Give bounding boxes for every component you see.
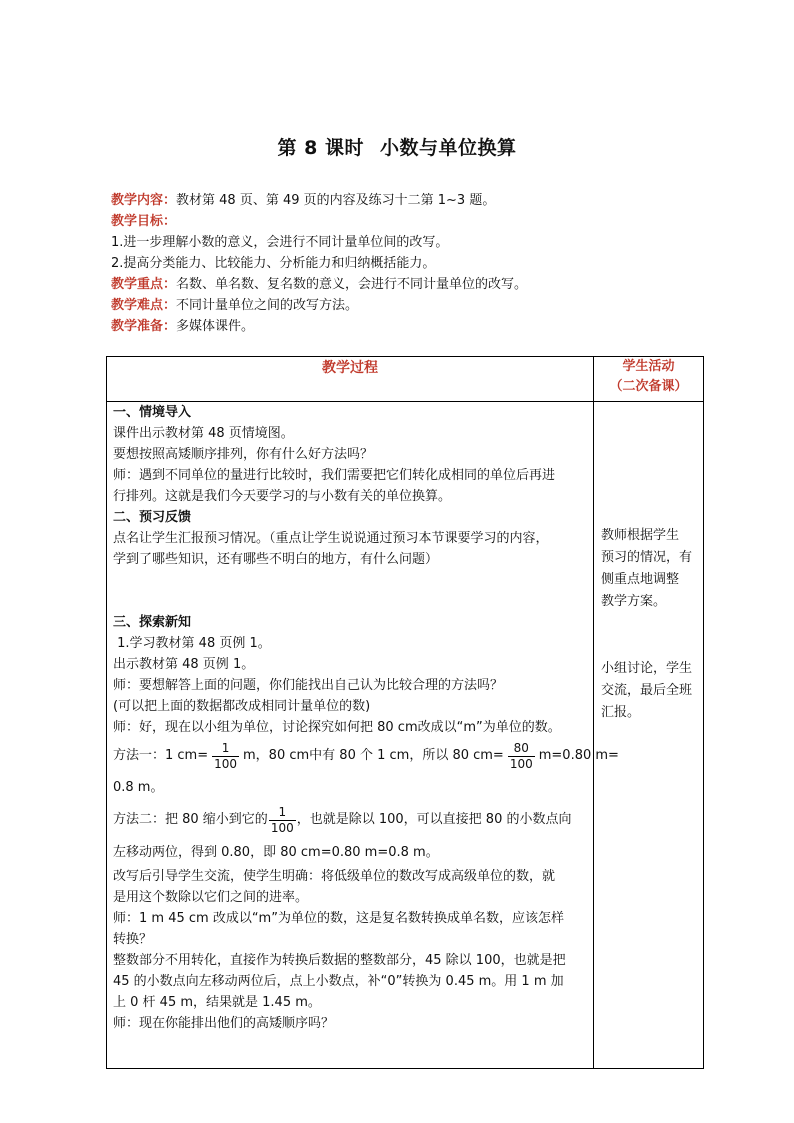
- method-one-middle: m，80 cm中有 80 个 1 cm，所以 80 cm=: [243, 748, 504, 763]
- text-line: 师：要想解答上面的问题，你们能找出自己认为比较合理的方法吗？: [113, 678, 504, 693]
- text-line: 1.学习教材第 48 页例 1。: [113, 636, 271, 651]
- activity-cell: [594, 402, 704, 1069]
- text-line: 要想按照高矮顺序排列，你有什么好方法吗？: [113, 447, 374, 462]
- text-line: 出示教材第 48 页例 1。: [113, 657, 255, 672]
- method-two-prefix: 方法二：把 80 缩小到它的: [113, 812, 268, 827]
- text-line: 0.8 m。: [113, 780, 164, 795]
- activity-header-line: （二次备课）: [609, 379, 688, 394]
- section-title: 一、情境导入: [113, 405, 192, 420]
- method-one: [107, 738, 619, 774]
- text-line: 转换？: [113, 932, 153, 947]
- activity-header: [594, 357, 704, 402]
- content-text: 教材第 48 页、第 49 页的内容及练习十二第 1~3 题。: [176, 193, 496, 208]
- content-label: 教学内容：: [111, 193, 177, 208]
- note-line: 教学方案。: [601, 594, 667, 609]
- activity-note: [594, 525, 703, 613]
- goal-item: 1.进一步理解小数的意义，会进行不同计量单位间的改写。: [111, 235, 449, 250]
- fraction-numerator: 1: [221, 740, 230, 755]
- note-line: 汇报。: [601, 705, 641, 720]
- note-line: 教师根据学生: [601, 528, 680, 543]
- lesson-table: [106, 356, 704, 1069]
- focus-label: 教学重点：: [111, 277, 177, 292]
- difficulty-text: 不同计量单位之间的改写方法。: [176, 298, 359, 313]
- lesson-meta: [111, 190, 711, 337]
- page-title: [0, 133, 794, 160]
- process-header: 教学过程: [107, 357, 594, 402]
- lesson-topic: 小数与单位换算: [379, 137, 517, 159]
- activity-header-line: 学生活动: [622, 359, 675, 374]
- text-line: 师：好，现在以小组为单位，讨论探究如何把 80 cm改成以“m”为单位的数。: [113, 720, 561, 735]
- method-two-suffix: ，也就是除以 100，可以直接把 80 的小数点向: [296, 812, 572, 827]
- note-line: 小组讨论，学生: [601, 661, 693, 676]
- fraction: [508, 741, 535, 772]
- note-line: 预习的情况，有: [601, 550, 693, 565]
- focus-row: [111, 274, 711, 295]
- difficulty-row: [111, 295, 711, 316]
- text-line: 师：现在你能排出他们的高矮顺序吗？: [113, 1016, 335, 1031]
- text-line: 师：1 m 45 cm 改成以“m”为单位的数，这是复名数转换成单名数，应该怎样: [113, 911, 564, 926]
- focus-text: 名数、单名数、复名数的意义，会进行不同计量单位的改写。: [176, 277, 528, 292]
- process-cell: [107, 402, 619, 1069]
- text-line: 改写后引导学生交流，使学生明确：将低级单位的数改写成高级单位的数，就: [113, 869, 556, 884]
- section-title: 二、预习反馈: [113, 510, 192, 525]
- text-line: 上 0 杆 45 m，结果就是 1.45 m。: [113, 995, 321, 1010]
- lesson-number: 第 8 课时: [277, 137, 364, 159]
- goals-label: 教学目标：: [111, 214, 177, 229]
- table-header-row: [107, 357, 704, 402]
- prep-label: 教学准备：: [111, 319, 177, 334]
- text-line: 是用这个数除以它们之间的进率。: [113, 890, 309, 905]
- fraction-numerator: 80: [513, 740, 529, 755]
- fraction-numerator: 1: [278, 804, 287, 819]
- text-line: 左移动两位，得到 0.80，即 80 cm=0.80 m=0.8 m。: [113, 845, 439, 860]
- fraction-denominator: 100: [214, 756, 238, 771]
- note-line: 侧重点地调整: [601, 572, 680, 587]
- table-body-row: [107, 402, 704, 1069]
- text-line: 课件出示教材第 48 页情境图。: [113, 426, 294, 441]
- text-line: 学到了哪些知识，还有哪些不明白的地方，有什么问题）: [113, 552, 439, 567]
- text-line: 点名让学生汇报预习情况。（重点让学生说说通过预习本节课要学习的内容，: [113, 531, 549, 546]
- spacer: [107, 570, 593, 612]
- prep-row: [111, 316, 711, 337]
- text-line: 整数部分不用转化，直接作为转换后数据的整数部分，45 除以 100，也就是把: [113, 953, 566, 968]
- prep-text: 多媒体课件。: [176, 319, 255, 334]
- fraction: [212, 741, 239, 772]
- activity-note: [594, 658, 703, 724]
- difficulty-label: 教学难点：: [111, 298, 177, 313]
- fraction: [269, 805, 296, 836]
- text-line: (可以把上面的数据都改成相同计量单位的数): [113, 699, 371, 714]
- fraction-denominator: 100: [509, 756, 533, 771]
- method-two: [107, 801, 593, 839]
- fraction-denominator: 100: [270, 820, 294, 835]
- goal-item: 2.提高分类能力、比较能力、分析能力和归纳概括能力。: [111, 256, 436, 271]
- goals-row: [111, 211, 711, 232]
- text-line: 师：遇到不同单位的量进行比较时，我们需要把它们转化成相同的单位后再进: [113, 468, 556, 483]
- section-title: 三、探索新知: [113, 615, 192, 630]
- method-one-prefix: 方法一：1 cm=: [113, 748, 209, 763]
- content-row: [111, 190, 711, 211]
- text-line: 行排列。这就是我们今天要学习的与小数有关的单位换算。: [113, 489, 452, 504]
- note-line: 交流，最后全班: [601, 683, 693, 698]
- method-one-suffix: m=0.80 m=: [538, 748, 619, 763]
- text-line: 45 的小数点向左移动两位后，点上小数点，补“0”转换为 0.45 m。用 1 m 加: [113, 974, 564, 989]
